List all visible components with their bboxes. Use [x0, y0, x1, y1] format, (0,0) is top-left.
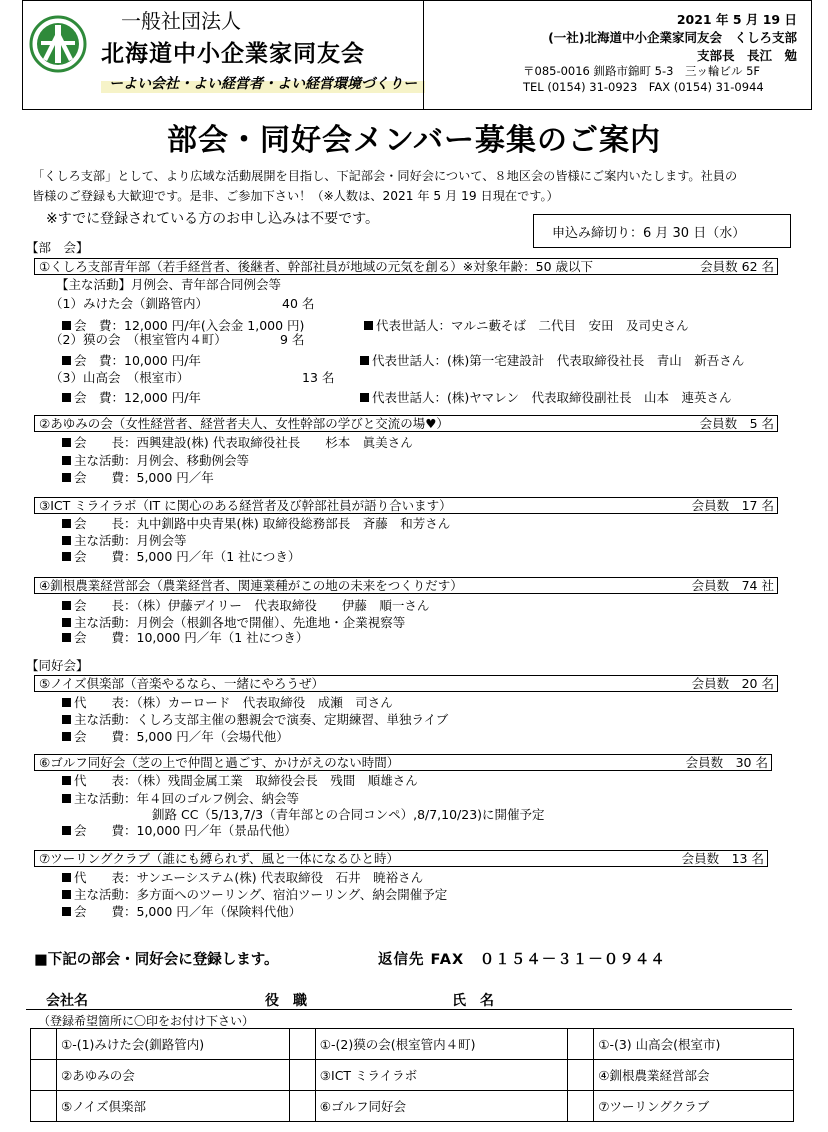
member-count: 会員数 17 名 [691, 498, 774, 513]
letterhead [22, 0, 812, 110]
bullet-square-icon [62, 519, 71, 528]
member-count: 会員数 74 社 [691, 578, 774, 593]
bullet-square-icon [62, 826, 71, 835]
company-name-label: 会社名 [46, 993, 88, 1009]
bullet-square-icon [62, 890, 71, 899]
bullet-square-icon [62, 907, 71, 916]
touring-line: 会 費：5,000 円／年（保険料代他） [62, 904, 301, 920]
section-bar-noise [34, 675, 778, 692]
sender-person: 支部長 長江 勉 [696, 48, 797, 63]
member-count: 会員数 62 名 [700, 259, 774, 274]
person-name-label: 氏 名 [452, 993, 494, 1009]
mark-cell[interactable] [289, 1091, 315, 1122]
yamataka-rep: 代表世話人：(株)ヤマレン 代表取締役副社長 山本 連英さん [360, 390, 731, 406]
address-line: 〒085-0016 釧路市錦町 5-3 三ッ輪ビル 5F [523, 64, 761, 78]
mark-cell[interactable] [31, 1060, 57, 1091]
ayumi-line: 会 長：西興建設(株) 代表取締役社長 杉本 眞美さん [62, 435, 413, 451]
org-type: 一般社団法人 [121, 9, 241, 33]
mark-cell[interactable] [31, 1091, 57, 1122]
option-cell: ⑦ツーリングクラブ [594, 1091, 794, 1122]
option-cell: ①-(1)みけた会(釧路管内) [57, 1029, 290, 1060]
golf-line: 代 表：（株）残間金属工業 取締役会長 残間 順雄さん [62, 773, 418, 789]
bullet-square-icon [360, 393, 369, 402]
sender-org: (一社)北海道中小企業家同友会 くしろ支部 [548, 30, 797, 45]
mark-cell[interactable] [568, 1029, 594, 1060]
section-bar-ayumi [34, 415, 778, 432]
option-cell: ⑥ゴルフ同好会 [315, 1091, 567, 1122]
bullet-square-icon [62, 715, 71, 724]
touring-line: 代 表：サンエーシステム(株) 代表取締役 石井 暁裕さん [62, 870, 423, 886]
position-label: 役 職 [265, 993, 307, 1009]
golf-line: 会 費：10,000 円／年（景品代他） [62, 823, 297, 839]
miketa-name: （1）みけた会（釧路管内） [50, 296, 208, 311]
member-count: 会員数 30 名 [685, 755, 768, 770]
mark-cell[interactable] [289, 1029, 315, 1060]
section-bar-nougyou [34, 577, 778, 594]
registration-note: （登録希望箇所に〇印をお付け下さい） [38, 1014, 255, 1028]
bullet-square-icon [62, 456, 71, 465]
deadline-box: 申込み締切り：6 月 30 日（水） [533, 214, 791, 248]
org-name: 北海道中小企業家同友会 [101, 41, 365, 67]
section-title: ⑥ゴルフ同好会（芝の上で仲間と過ごす、かけがえのない時間） [39, 755, 400, 770]
bullet-square-icon [62, 536, 71, 545]
reply-fax: 返信先 FAX ０１５４－３１－０９４４ [378, 952, 666, 968]
baku-fee: 会 費：10,000 円/年 [62, 353, 201, 369]
bullet-square-icon [62, 473, 71, 482]
sender-address [523, 63, 764, 95]
ayumi-line: 会 費：5,000 円／年 [62, 470, 214, 486]
option-cell: ④釧根農業経営部会 [594, 1060, 794, 1091]
noise-line: 主な活動：くしろ支部主催の懇親会で演奏、定期練習、単独ライブ [62, 712, 448, 728]
section-bar-ict [34, 497, 778, 514]
section-bar-seinenbu [34, 258, 778, 275]
registration-title: ■下記の部会・同好会に登録します。 [34, 952, 279, 968]
association-logo-icon [29, 15, 87, 73]
table-row [31, 1060, 794, 1091]
intro-text [32, 166, 792, 206]
section-title: ③ICT ミライラボ（IT に関心のある経営者及び幹部社員が語り合います） [39, 498, 452, 513]
header-divider [423, 1, 424, 109]
ict-line: 会 長：丸中釧路中央青果(株) 取締役総務部長 斉藤 和芳さん [62, 516, 450, 532]
option-cell: ⑤ノイズ倶楽部 [57, 1091, 290, 1122]
baku-count: 9 名 [280, 332, 305, 347]
golf-schedule: 釧路 CC（5/13,7/3（青年部との合同コンペ）,8/7,10/23)に開催予定 [152, 807, 545, 822]
sender-block [548, 11, 797, 65]
org-slogan: ーよい会社・よい経営者・よい経営環境づくりー [101, 73, 425, 93]
section-title: ①くしろ支部青年部（若手経営者、後継者、幹部社員が地域の元気を創る）※対象年齢：50 歳以下 [39, 259, 594, 274]
tel-fax-line: TEL (0154) 31-0923 FAX (0154) 31-0944 [523, 80, 764, 94]
bullet-square-icon [364, 321, 373, 330]
noise-line: 代 表：（株）カーロード 代表取締役 成瀬 司さん [62, 695, 393, 711]
form-underline [26, 1009, 792, 1010]
intro-line-2: 皆様のご登録も大歓迎です。是非、ご参加下さい！（※人数は、2021 年 5 月 19 日現在です。） [32, 189, 559, 203]
option-cell: ②あゆみの会 [57, 1060, 290, 1091]
table-row [31, 1029, 794, 1060]
bullet-square-icon [62, 321, 71, 330]
yamataka-fee: 会 費：12,000 円/年 [62, 390, 201, 406]
mark-cell[interactable] [568, 1091, 594, 1122]
yamataka-name: （3）山高会 （根室市） [50, 370, 190, 385]
bukai-heading: 【部 会】 [26, 240, 89, 255]
baku-rep: 代表世話人：(株)第一宅建設計 代表取締役社長 青山 新吾さん [360, 353, 744, 369]
nougyou-line: 会 費：10,000 円／年（1 社につき） [62, 630, 308, 646]
already-registered-note: ※すでに登録されている方のお申し込みは不要です。 [46, 211, 380, 227]
nougyou-line: 主な活動：月例会（根釧各地で開催）、先進地・企業視察等 [62, 615, 405, 631]
bullet-square-icon [360, 356, 369, 365]
intro-line-1: 「くしろ支部」として、より広域な活動展開を目指し、下記部会・同好会について、８地区会の皆様にご案内いたします。社員の [32, 169, 738, 183]
section-bar-golf [34, 754, 772, 771]
bullet-square-icon [62, 776, 71, 785]
page-title: 部会・同好会メンバー募集のご案内 [167, 123, 661, 158]
member-count: 会員数 5 名 [699, 416, 774, 431]
miketa-rep: 代表世話人：マルニ藪そば 二代目 安田 及司史さん [364, 318, 689, 334]
nougyou-line: 会 長：（株）伊藤デイリー 代表取締役 伊藤 順一さん [62, 598, 429, 614]
ict-line: 会 費：5,000 円／年（1 社につき） [62, 549, 300, 565]
noise-line: 会 費：5,000 円／年（会場代他） [62, 729, 289, 745]
bullet-square-icon [62, 732, 71, 741]
bullet-square-icon [62, 552, 71, 561]
section-title: ⑤ノイズ倶楽部（音楽やるなら、一緒にやろうぜ） [39, 676, 324, 691]
issue-date: 2021 年 5 月 19 日 [676, 12, 797, 27]
bullet-square-icon [62, 698, 71, 707]
miketa-fee: 会 費：12,000 円/年(入会金 1,000 円) [62, 318, 304, 334]
bullet-square-icon [62, 601, 71, 610]
section-title: ④釧根農業経営部会（農業経営者、関連業種がこの地の未来をつくりだす） [39, 578, 463, 593]
section-bar-touring [34, 850, 768, 867]
member-count: 会員数 20 名 [691, 676, 774, 691]
option-cell: ③ICT ミライラボ [315, 1060, 567, 1091]
golf-line: 主な活動：年４回のゴルフ例会、納会等 [62, 791, 299, 807]
option-cell: ①-(3) 山高会(根室市) [594, 1029, 794, 1060]
mark-cell[interactable] [31, 1029, 57, 1060]
doukoukai-heading: 【同好会】 [26, 658, 89, 673]
table-row [31, 1091, 794, 1122]
ict-line: 主な活動：月例会等 [62, 533, 187, 549]
bullet-square-icon [62, 356, 71, 365]
mark-cell[interactable] [289, 1060, 315, 1091]
ayumi-line: 主な活動：月例会、移動例会等 [62, 453, 249, 469]
miketa-count: 40 名 [282, 296, 315, 311]
seinenbu-activity: 【主な活動】月例会、青年部合同例会等 [56, 277, 282, 292]
option-cell: ①-(2)獏の会(根室管内４町) [315, 1029, 567, 1060]
section-title: ⑦ツーリングクラブ（誰にも縛られず、風と一体になるひと時） [39, 851, 399, 866]
touring-line: 主な活動：多方面へのツーリング、宿泊ツーリング、納会開催予定 [62, 887, 447, 903]
bullet-square-icon [62, 438, 71, 447]
baku-name: （2）獏の会 （根室管内４町） [50, 332, 227, 347]
bullet-square-icon [62, 393, 71, 402]
bullet-square-icon [62, 873, 71, 882]
section-title: ②あゆみの会（女性経営者、経営者夫人、女性幹部の学びと交流の場♥） [39, 416, 449, 431]
registration-grid [30, 1028, 794, 1122]
bullet-square-icon [62, 794, 71, 803]
member-count: 会員数 13 名 [681, 851, 764, 866]
bullet-square-icon [62, 618, 71, 627]
bullet-square-icon [62, 633, 71, 642]
yamataka-count: 13 名 [302, 370, 335, 385]
mark-cell[interactable] [568, 1060, 594, 1091]
